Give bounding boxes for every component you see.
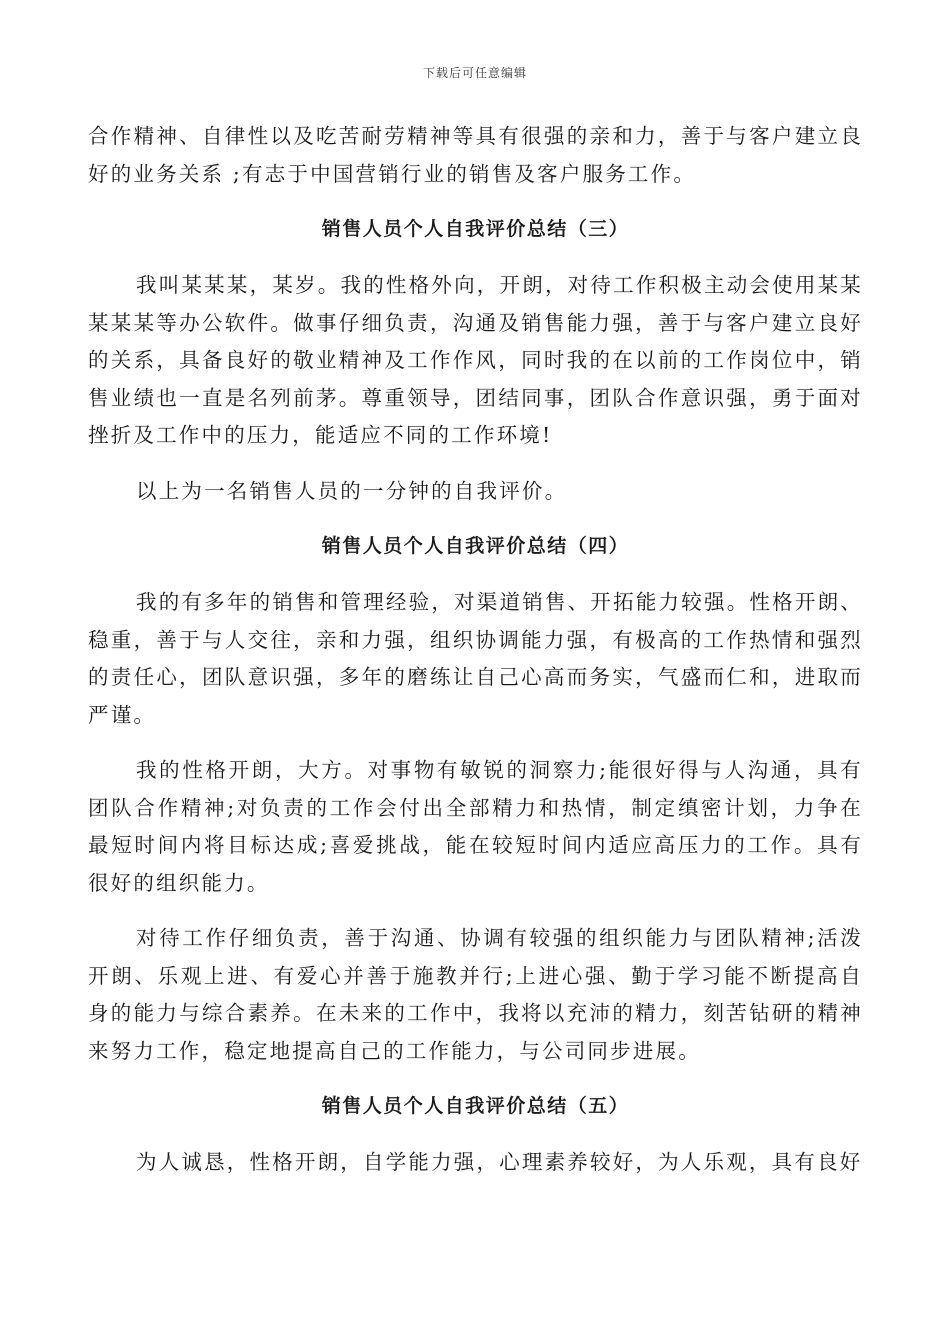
section-4-paragraph-1: 我的有多年的销售和管理经验，对渠道销售、开拓能力较强。性格开朗、稳重，善于与人交往，亲和力强，组织协调能力强，有极高的工作热情和强烈的责任心，团队意识强，多年的磨练让自己心高而务实，气盛而仁和，进取而严谨。: [88, 590, 863, 727]
intro-paragraph: 合作精神、自律性以及吃苦耐劳精神等具有很强的亲和力，善于与客户建立良好的业务关系 ;有志于中国营销行业的销售及客户服务工作。: [88, 124, 863, 186]
section-4-paragraph-2: 我的性格开朗，大方。对事物有敏锐的洞察力;能很好得与人沟通，具有团队合作精神;对负责的工作会付出全部精力和热情，制定缜密计划，力争在最短时间内将目标达成;喜爱挑战，能在较短时间内适应高压力的工作。具有很好的组织能力。: [88, 758, 863, 895]
section-3-title: 销售人员个人自我评价总结（三）: [321, 218, 630, 240]
section-4-title: 销售人员个人自我评价总结（四）: [321, 535, 630, 557]
section-5-title: 销售人员个人自我评价总结（五）: [321, 1095, 630, 1117]
page-header: 下载后可任意编辑: [422, 66, 527, 80]
section-3-paragraph-1: 我叫某某某，某岁。我的性格外向，开朗，对待工作积极主动会使用某某某某某等办公软件。做事仔细负责，沟通及销售能力强，善于与客户建立良好的关系，具备良好的敬业精神及工作作风，同时我的在以前的工作岗位中，销售业绩也一直是名列前茅。尊重领导，团结同事，团队合作意识强，勇于面对挫折及工作中的压力，能适应不同的工作环境!: [88, 273, 863, 447]
section-4-paragraph-3: 对待工作仔细负责，善于沟通、协调有较强的组织能力与团队精神;活泼开朗、乐观上进、有爱心并善于施教并行;上进心强、勤于学习能不断提高自身的能力与综合素养。在未来的工作中，我将以充沛的精力，刻苦钻研的精神来努力工作，稳定地提高自己的工作能力，与公司同步进展。: [88, 926, 863, 1063]
document-body: [88, 118, 863, 1200]
section-3-paragraph-2: 以上为一名销售人员的一分钟的自我评价。: [136, 478, 568, 503]
section-5-paragraph-1: 为人诚恳，性格开朗，自学能力强，心理素养较好，为人乐观，具有良好: [136, 1150, 863, 1174]
